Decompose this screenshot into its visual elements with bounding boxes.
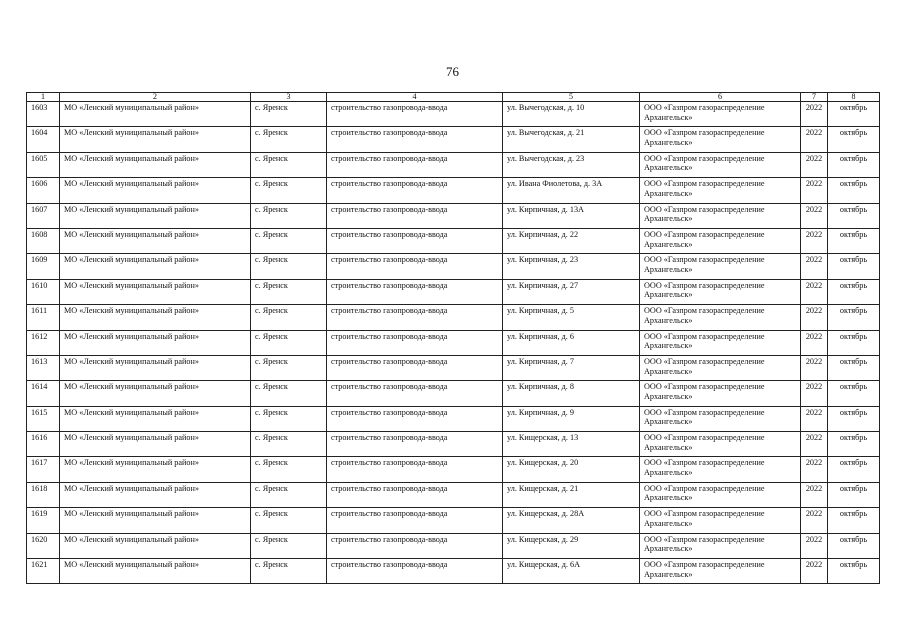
row-number: 1620	[27, 533, 60, 558]
year-cell: 2022	[801, 508, 828, 533]
municipality-cell: МО «Ленский муниципальный район»	[60, 457, 251, 482]
settlement-cell: с. Яренск	[251, 102, 327, 127]
table-row	[27, 254, 880, 279]
organization-cell: ООО «Газпром газораспределение Архангельск»	[640, 152, 801, 177]
municipality-cell: МО «Ленский муниципальный район»	[60, 152, 251, 177]
municipality-cell: МО «Ленский муниципальный район»	[60, 508, 251, 533]
year-cell: 2022	[801, 178, 828, 203]
year-cell: 2022	[801, 533, 828, 558]
month-cell: октябрь	[828, 203, 880, 228]
organization-cell: ООО «Газпром газораспределение Архангельск»	[640, 381, 801, 406]
column-header: 5	[503, 93, 640, 102]
address-cell: ул. Кирпичная, д. 9	[503, 406, 640, 431]
table-row	[27, 432, 880, 457]
work-type-cell: строительство газопровода-ввода	[327, 178, 503, 203]
address-cell: ул. Кищерская, д. 21	[503, 482, 640, 507]
row-number: 1615	[27, 406, 60, 431]
row-number: 1608	[27, 228, 60, 253]
work-type-cell: строительство газопровода-ввода	[327, 152, 503, 177]
work-type-cell: строительство газопровода-ввода	[327, 381, 503, 406]
year-cell: 2022	[801, 559, 828, 584]
municipality-cell: МО «Ленский муниципальный район»	[60, 279, 251, 304]
municipality-cell: МО «Ленский муниципальный район»	[60, 406, 251, 431]
row-number: 1614	[27, 381, 60, 406]
table-row	[27, 203, 880, 228]
municipality-cell: МО «Ленский муниципальный район»	[60, 178, 251, 203]
organization-cell: ООО «Газпром газораспределение Архангельск»	[640, 330, 801, 355]
organization-cell: ООО «Газпром газораспределение Архангельск»	[640, 432, 801, 457]
table-row	[27, 482, 880, 507]
row-number: 1606	[27, 178, 60, 203]
work-type-cell: строительство газопровода-ввода	[327, 330, 503, 355]
municipality-cell: МО «Ленский муниципальный район»	[60, 203, 251, 228]
address-cell: ул. Кирпичная, д. 5	[503, 305, 640, 330]
work-type-cell: строительство газопровода-ввода	[327, 305, 503, 330]
year-cell: 2022	[801, 457, 828, 482]
work-type-cell: строительство газопровода-ввода	[327, 203, 503, 228]
month-cell: октябрь	[828, 254, 880, 279]
address-cell: ул. Кирпичная, д. 22	[503, 228, 640, 253]
month-cell: октябрь	[828, 228, 880, 253]
settlement-cell: с. Яренск	[251, 228, 327, 253]
address-cell: ул. Кирпичная, д. 13А	[503, 203, 640, 228]
organization-cell: ООО «Газпром газораспределение Архангельск»	[640, 127, 801, 152]
table-row	[27, 330, 880, 355]
address-cell: ул. Кирпичная, д. 7	[503, 355, 640, 380]
month-cell: октябрь	[828, 355, 880, 380]
municipality-cell: МО «Ленский муниципальный район»	[60, 305, 251, 330]
work-type-cell: строительство газопровода-ввода	[327, 406, 503, 431]
organization-cell: ООО «Газпром газораспределение Архангельск»	[640, 482, 801, 507]
table-body	[27, 102, 880, 584]
municipality-cell: МО «Ленский муниципальный район»	[60, 432, 251, 457]
table-row	[27, 355, 880, 380]
year-cell: 2022	[801, 381, 828, 406]
column-header: 6	[640, 93, 801, 102]
organization-cell: ООО «Газпром газораспределение Архангельск»	[640, 406, 801, 431]
work-type-cell: строительство газопровода-ввода	[327, 127, 503, 152]
settlement-cell: с. Яренск	[251, 457, 327, 482]
year-cell: 2022	[801, 432, 828, 457]
address-cell: ул. Вычегодская, д. 10	[503, 102, 640, 127]
address-cell: ул. Кищерская, д. 28А	[503, 508, 640, 533]
month-cell: октябрь	[828, 533, 880, 558]
row-number: 1605	[27, 152, 60, 177]
municipality-cell: МО «Ленский муниципальный район»	[60, 533, 251, 558]
row-number: 1616	[27, 432, 60, 457]
row-number: 1621	[27, 559, 60, 584]
year-cell: 2022	[801, 279, 828, 304]
municipality-cell: МО «Ленский муниципальный район»	[60, 381, 251, 406]
table-row	[27, 559, 880, 584]
column-header: 8	[828, 93, 880, 102]
municipality-cell: МО «Ленский муниципальный район»	[60, 254, 251, 279]
settlement-cell: с. Яренск	[251, 152, 327, 177]
address-cell: ул. Кирпичная, д. 23	[503, 254, 640, 279]
month-cell: октябрь	[828, 127, 880, 152]
address-cell: ул. Кищерская, д. 20	[503, 457, 640, 482]
municipality-cell: МО «Ленский муниципальный район»	[60, 559, 251, 584]
column-header: 1	[27, 93, 60, 102]
work-type-cell: строительство газопровода-ввода	[327, 355, 503, 380]
month-cell: октябрь	[828, 457, 880, 482]
organization-cell: ООО «Газпром газораспределение Архангельск»	[640, 178, 801, 203]
organization-cell: ООО «Газпром газораспределение Архангельск»	[640, 102, 801, 127]
work-type-cell: строительство газопровода-ввода	[327, 254, 503, 279]
year-cell: 2022	[801, 330, 828, 355]
year-cell: 2022	[801, 406, 828, 431]
work-type-cell: строительство газопровода-ввода	[327, 279, 503, 304]
address-cell: ул. Кирпичная, д. 8	[503, 381, 640, 406]
year-cell: 2022	[801, 152, 828, 177]
settlement-cell: с. Яренск	[251, 305, 327, 330]
work-type-cell: строительство газопровода-ввода	[327, 457, 503, 482]
settlement-cell: с. Яренск	[251, 381, 327, 406]
year-cell: 2022	[801, 228, 828, 253]
municipality-cell: МО «Ленский муниципальный район»	[60, 102, 251, 127]
row-number: 1603	[27, 102, 60, 127]
organization-cell: ООО «Газпром газораспределение Архангельск»	[640, 254, 801, 279]
registry-table	[26, 92, 880, 584]
column-header: 7	[801, 93, 828, 102]
work-type-cell: строительство газопровода-ввода	[327, 432, 503, 457]
municipality-cell: МО «Ленский муниципальный район»	[60, 482, 251, 507]
municipality-cell: МО «Ленский муниципальный район»	[60, 355, 251, 380]
work-type-cell: строительство газопровода-ввода	[327, 102, 503, 127]
month-cell: октябрь	[828, 305, 880, 330]
address-cell: ул. Кищерская, д. 13	[503, 432, 640, 457]
month-cell: октябрь	[828, 279, 880, 304]
month-cell: октябрь	[828, 559, 880, 584]
row-number: 1617	[27, 457, 60, 482]
settlement-cell: с. Яренск	[251, 178, 327, 203]
address-cell: ул. Кирпичная, д. 6	[503, 330, 640, 355]
organization-cell: ООО «Газпром газораспределение Архангельск»	[640, 457, 801, 482]
municipality-cell: МО «Ленский муниципальный район»	[60, 228, 251, 253]
address-cell: ул. Вычегодская, д. 23	[503, 152, 640, 177]
month-cell: октябрь	[828, 330, 880, 355]
year-cell: 2022	[801, 102, 828, 127]
address-cell: ул. Кирпичная, д. 27	[503, 279, 640, 304]
settlement-cell: с. Яренск	[251, 482, 327, 507]
month-cell: октябрь	[828, 508, 880, 533]
month-cell: октябрь	[828, 178, 880, 203]
settlement-cell: с. Яренск	[251, 355, 327, 380]
work-type-cell: строительство газопровода-ввода	[327, 228, 503, 253]
organization-cell: ООО «Газпром газораспределение Архангельск»	[640, 508, 801, 533]
month-cell: октябрь	[828, 381, 880, 406]
row-number: 1612	[27, 330, 60, 355]
address-cell: ул. Ивана Фиолетова, д. 3А	[503, 178, 640, 203]
settlement-cell: с. Яренск	[251, 254, 327, 279]
work-type-cell: строительство газопровода-ввода	[327, 508, 503, 533]
year-cell: 2022	[801, 355, 828, 380]
row-number: 1609	[27, 254, 60, 279]
month-cell: октябрь	[828, 482, 880, 507]
settlement-cell: с. Яренск	[251, 533, 327, 558]
page-number: 76	[446, 64, 459, 79]
settlement-cell: с. Яренск	[251, 559, 327, 584]
row-number: 1607	[27, 203, 60, 228]
organization-cell: ООО «Газпром газораспределение Архангельск»	[640, 228, 801, 253]
settlement-cell: с. Яренск	[251, 508, 327, 533]
settlement-cell: с. Яренск	[251, 432, 327, 457]
settlement-cell: с. Яренск	[251, 127, 327, 152]
column-header: 4	[327, 93, 503, 102]
year-cell: 2022	[801, 203, 828, 228]
row-number: 1619	[27, 508, 60, 533]
settlement-cell: с. Яренск	[251, 279, 327, 304]
column-header: 3	[251, 93, 327, 102]
organization-cell: ООО «Газпром газораспределение Архангельск»	[640, 279, 801, 304]
table-row	[27, 305, 880, 330]
column-header: 2	[60, 93, 251, 102]
organization-cell: ООО «Газпром газораспределение Архангельск»	[640, 355, 801, 380]
table-row	[27, 178, 880, 203]
table-row	[27, 228, 880, 253]
row-number: 1604	[27, 127, 60, 152]
address-cell: ул. Вычегодская, д. 21	[503, 127, 640, 152]
month-cell: октябрь	[828, 152, 880, 177]
table-row	[27, 508, 880, 533]
row-number: 1613	[27, 355, 60, 380]
header-row	[27, 93, 880, 102]
municipality-cell: МО «Ленский муниципальный район»	[60, 127, 251, 152]
table-row	[27, 406, 880, 431]
table-row	[27, 381, 880, 406]
address-cell: ул. Кищерская, д. 6А	[503, 559, 640, 584]
month-cell: октябрь	[828, 406, 880, 431]
table-row	[27, 152, 880, 177]
table-row	[27, 457, 880, 482]
organization-cell: ООО «Газпром газораспределение Архангельск»	[640, 533, 801, 558]
settlement-cell: с. Яренск	[251, 203, 327, 228]
month-cell: октябрь	[828, 102, 880, 127]
row-number: 1610	[27, 279, 60, 304]
organization-cell: ООО «Газпром газораспределение Архангельск»	[640, 559, 801, 584]
year-cell: 2022	[801, 482, 828, 507]
table-row	[27, 102, 880, 127]
table-row	[27, 279, 880, 304]
table-header	[27, 93, 880, 102]
municipality-cell: МО «Ленский муниципальный район»	[60, 330, 251, 355]
year-cell: 2022	[801, 127, 828, 152]
work-type-cell: строительство газопровода-ввода	[327, 559, 503, 584]
table-row	[27, 127, 880, 152]
month-cell: октябрь	[828, 432, 880, 457]
year-cell: 2022	[801, 305, 828, 330]
address-cell: ул. Кищерская, д. 29	[503, 533, 640, 558]
work-type-cell: строительство газопровода-ввода	[327, 482, 503, 507]
organization-cell: ООО «Газпром газораспределение Архангельск»	[640, 305, 801, 330]
row-number: 1611	[27, 305, 60, 330]
settlement-cell: с. Яренск	[251, 330, 327, 355]
settlement-cell: с. Яренск	[251, 406, 327, 431]
table-row	[27, 533, 880, 558]
year-cell: 2022	[801, 254, 828, 279]
organization-cell: ООО «Газпром газораспределение Архангельск»	[640, 203, 801, 228]
row-number: 1618	[27, 482, 60, 507]
work-type-cell: строительство газопровода-ввода	[327, 533, 503, 558]
